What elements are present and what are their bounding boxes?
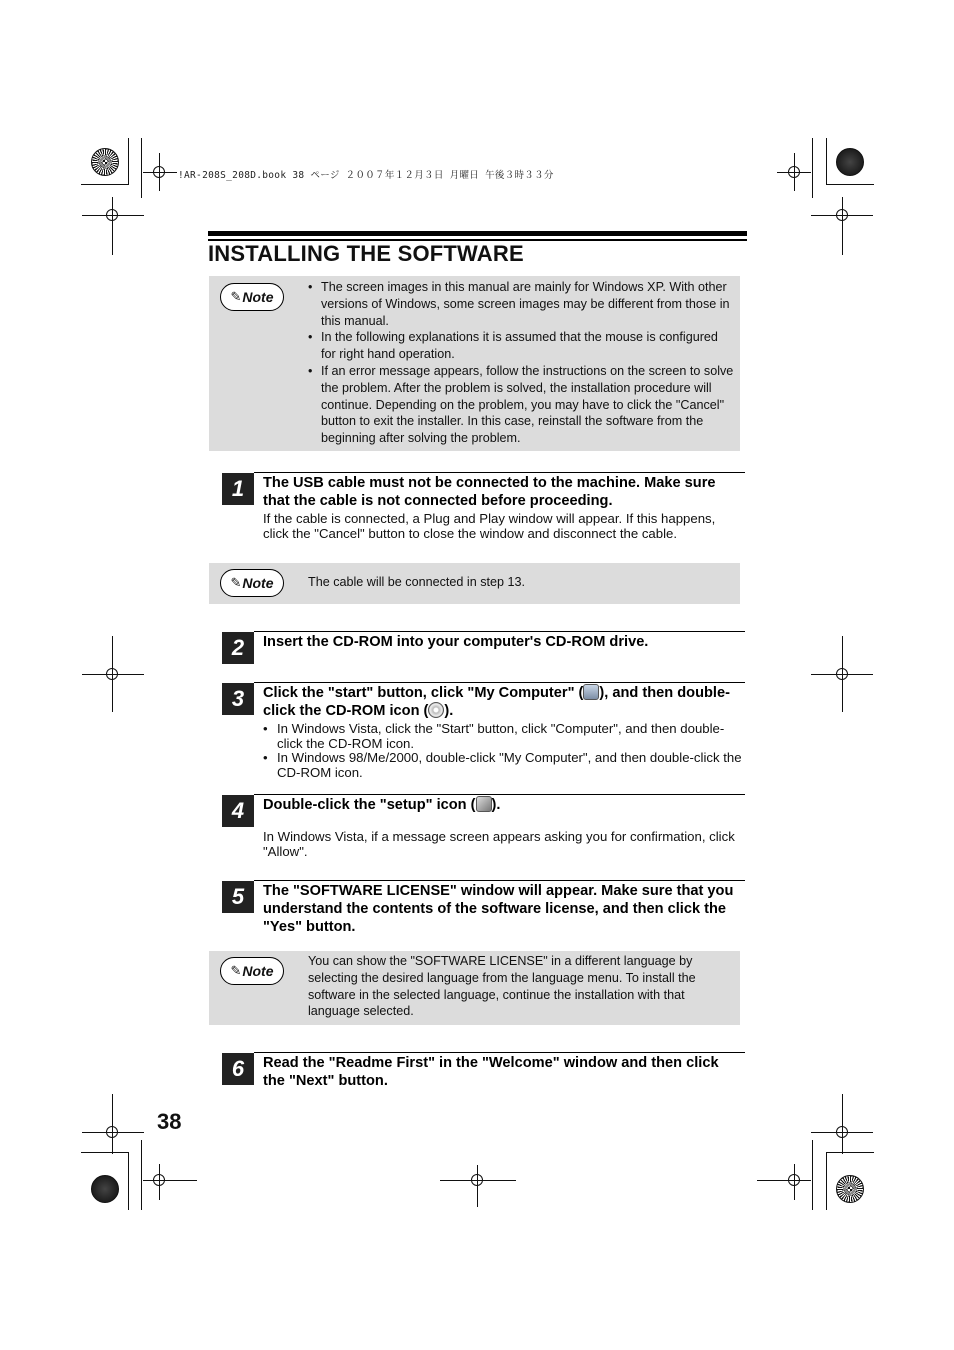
- step-bullet: • In Windows Vista, click the "Start" button, click "Computer", and then double-click the CD-ROM icon.: [263, 722, 743, 751]
- note-label: Note: [242, 289, 274, 305]
- crosshair-circle-icon: [788, 166, 800, 178]
- crop-mark: [826, 1152, 827, 1210]
- crosshair-circle-icon: [106, 1126, 118, 1138]
- crop-mark: [826, 138, 827, 185]
- step-rule: [254, 472, 745, 473]
- step-number: 5: [222, 881, 254, 913]
- crop-mark: [128, 138, 129, 185]
- step-bullet: • In Windows 98/Me/2000, double-click "My Computer", and then double-click the CD-ROM icon.: [263, 751, 743, 780]
- step-body: If the cable is connected, a Plug and Play window will appear. If this happens, click the "Cancel" button to close the window and disconnect the cable.: [263, 511, 716, 541]
- note-text: The cable will be connected in step 13.: [308, 575, 526, 589]
- crop-mark: [81, 1152, 129, 1153]
- crop-mark: [812, 138, 813, 198]
- pencil-icon: ✎: [230, 963, 242, 978]
- step-number: 2: [222, 632, 254, 664]
- crop-mark: [128, 1152, 129, 1210]
- step-number: 1: [222, 473, 254, 505]
- step-rule: [254, 794, 745, 795]
- title-rule: [208, 231, 747, 236]
- step-heading: The "SOFTWARE LICENSE" window will appear. Make sure that you understand the contents of the software license, and then click the "Yes" button.: [263, 883, 734, 935]
- crosshair-circle-icon: [836, 668, 848, 680]
- step-heading-text: ).: [444, 703, 454, 719]
- step-heading: The USB cable must not be connected to the machine. Make sure that the cable is not connected before proceeding.: [263, 475, 716, 509]
- note-item: • The screen images in this manual are mainly for Windows XP. With other versions of Windows, some screen images may be different from those in this manual.: [308, 279, 736, 329]
- step-heading-text: ).: [491, 797, 501, 813]
- crosshair-circle-icon: [153, 1174, 165, 1186]
- step-heading: Read the "Readme First" in the "Welcome" window and then click the "Next" button.: [263, 1055, 719, 1089]
- crosshair-circle-icon: [153, 166, 165, 178]
- crosshair-mark: [477, 1165, 478, 1207]
- crop-mark: [812, 1140, 813, 1210]
- step-heading: [263, 796, 743, 814]
- step-number: 3: [222, 683, 254, 715]
- note-badge: [220, 283, 284, 311]
- crop-mark: [141, 138, 142, 198]
- note-text: [308, 279, 736, 447]
- note-badge: [220, 569, 284, 597]
- crosshair-mark: [842, 1094, 843, 1154]
- step-rule: [254, 631, 745, 632]
- note-item: • If an error message appears, follow the instructions on the screen to solve the problem. After the problem is solved, the installation procedure will continue. Depending on the problem, you may have to click the "Cancel" button to exit the installer. In this case, reinstall the software from the beginning after solving the problem.: [308, 363, 736, 447]
- crosshair-circle-icon: [106, 668, 118, 680]
- cd-rom-icon: [428, 702, 444, 718]
- step-rule: [254, 1052, 745, 1053]
- crop-mark: [141, 1140, 142, 1210]
- step-heading: Insert the CD-ROM into your computer's CD-ROM drive.: [263, 634, 649, 650]
- crosshair-circle-icon: [106, 209, 118, 221]
- step-heading-text: Click the "start" button, click "My Computer" (: [263, 685, 584, 701]
- step-number: 6: [222, 1053, 254, 1085]
- note-text: You can show the "SOFTWARE LICENSE" in a different language by selecting the desired language from the language menu. To install the software in the selected language, continue the installation with that language selected.: [308, 954, 696, 1019]
- crosshair-circle-icon: [836, 209, 848, 221]
- registration-dot-icon: [836, 148, 864, 176]
- page-number: 38: [157, 1109, 182, 1134]
- crop-mark: [826, 184, 874, 185]
- note-label: Note: [242, 963, 274, 979]
- step-body: [263, 722, 743, 780]
- crop-mark: [81, 184, 129, 185]
- step-rule: [254, 880, 745, 881]
- step-heading-text: ), and then double-click the CD-ROM icon (: [263, 685, 730, 719]
- crop-mark: [826, 1152, 874, 1153]
- registration-wheel-icon: [91, 148, 119, 176]
- registration-wheel-icon: [836, 1175, 864, 1203]
- step-body: In Windows Vista, if a message screen appears asking you for confirmation, click "Allow".: [263, 829, 735, 859]
- my-computer-icon: [583, 684, 599, 700]
- step-rule: [254, 682, 745, 683]
- crosshair-circle-icon: [471, 1174, 483, 1186]
- note-badge: [220, 957, 284, 985]
- note-label: Note: [242, 575, 274, 591]
- crosshair-mark: [143, 1180, 197, 1181]
- page-title: INSTALLING THE SOFTWARE: [208, 241, 524, 266]
- step-heading-text: Double-click the "setup" icon (: [263, 797, 476, 813]
- crosshair-mark: [112, 1094, 113, 1154]
- crosshair-circle-icon: [788, 1174, 800, 1186]
- print-header: !AR-208S_208D.book 38 ページ ２００７年１２月３日 月曜日 午後３時３３分: [178, 170, 554, 181]
- registration-dot-icon: [91, 1175, 119, 1203]
- setup-icon: [476, 796, 492, 812]
- step-heading: [263, 684, 743, 720]
- crosshair-circle-icon: [836, 1126, 848, 1138]
- step-number: 4: [222, 795, 254, 827]
- crosshair-mark: [757, 1180, 811, 1181]
- pencil-icon: ✎: [230, 289, 242, 304]
- pencil-icon: ✎: [230, 575, 242, 590]
- note-item: • In the following explanations it is assumed that the mouse is configured for right hand operation.: [308, 329, 736, 363]
- crosshair-mark: [842, 197, 843, 255]
- crosshair-mark: [112, 197, 113, 255]
